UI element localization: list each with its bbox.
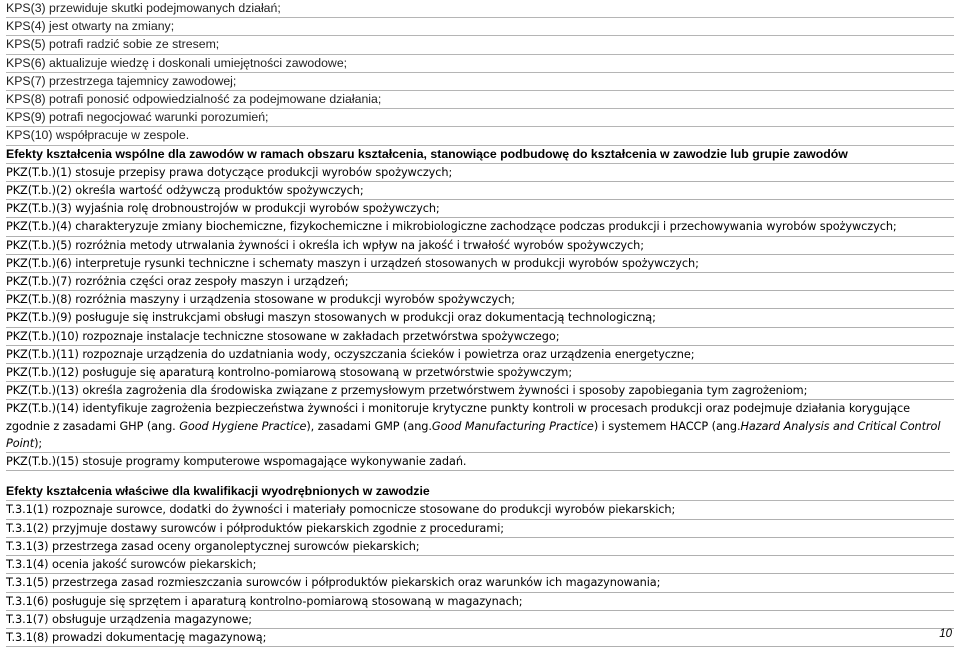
list-item: KPS(7) przestrzega tajemnicy zawodowej; (6, 73, 954, 91)
list-item: PKZ(T.b.)(2) określa wartość odżywczą produktów spożywczych; (6, 182, 954, 200)
list-item: KPS(8) potrafi ponosić odpowiedzialność za podejmowane działania; (6, 91, 954, 109)
kps-list (6, 0, 954, 146)
list-item: T.3.1(5) przestrzega zasad rozmieszczania surowców i półproduktów piekarskich oraz warunków ich magazynowania; (6, 574, 954, 592)
list-item: PKZ(T.b.)(5) rozróżnia metody utrwalania żywności i określa ich wpływ na jakość i trwałość wyrobów spożywczych; (6, 237, 954, 255)
list-item: KPS(4) jest otwarty na zmiany; (6, 18, 954, 36)
list-item: T.3.1(4) ocenia jakość surowców piekarskich; (6, 556, 954, 574)
section-spacer (6, 471, 954, 483)
document-page (6, 0, 954, 647)
list-item: T.3.1(3) przestrzega zasad oceny organoleptycznej surowców piekarskich; (6, 538, 954, 556)
list-item: PKZ(T.b.)(1) stosuje przepisy prawa dotyczące produkcji wyrobów spożywczych; (6, 164, 954, 182)
list-item: PKZ(T.b.)(9) posługuje się instrukcjami obsługi maszyn stosowanych w produkcji oraz dokumentacją technologiczną; (6, 309, 954, 327)
section-heading: Efekty kształcenia właściwe dla kwalifikacji wyodrębnionych w zawodzie (6, 483, 954, 501)
list-item: T.3.1(8) prowadzi dokumentację magazynową; (6, 629, 954, 647)
page-number: 10 (939, 628, 952, 640)
list-item: T.3.1(7) obsługuje urządzenia magazynowe; (6, 611, 954, 629)
list-item: PKZ(T.b.)(8) rozróżnia maszyny i urządzenia stosowane w produkcji wyrobów spożywczych; (6, 291, 954, 309)
item14-italic-gmp: Good Manufacturing Practice (431, 419, 594, 433)
list-item: PKZ(T.b.)(10) rozpoznaje instalacje techniczne stosowane w zakładach przetwórstwa spożywczego; (6, 328, 954, 346)
list-item: PKZ(T.b.)(7) rozróżnia części oraz zespoły maszyn i urządzeń; (6, 273, 954, 291)
list-item: PKZ(T.b.)(12) posługuje się aparaturą kontrolno-pomiarową stosowaną w przetwórstwie spożywczym; (6, 364, 954, 382)
list-item: KPS(3) przewiduje skutki podejmowanych działań; (6, 0, 954, 18)
list-item: T.3.1(6) posługuje się sprzętem i aparaturą kontrolno-pomiarową stosowaną w magazynach; (6, 593, 954, 611)
list-item: T.3.1(2) przyjmuje dostawy surowców i półproduktów piekarskich zgodnie z procedurami; (6, 520, 954, 538)
list-item: KPS(6) aktualizuje wiedzę i doskonali umiejętności zawodowe; (6, 55, 954, 73)
item14-text-2: ), zasadami GMP (ang. (306, 419, 432, 433)
list-item: PKZ(T.b.)(4) charakteryzuje zmiany biochemiczne, fizykochemiczne i mikrobiologiczne zachodzące podczas produkcji i przechowywania wyrobów spożywczych; (6, 218, 954, 236)
list-item: PKZ(T.b.)(11) rozpoznaje urządzenia do uzdatniania wody, oczyszczania ścieków i powietrza oraz urządzenia energetyczne; (6, 346, 954, 364)
list-item: PKZ(T.b.)(15) stosuje programy komputerowe wspomagające wykonywanie zadań. (6, 453, 954, 471)
t31-section (6, 483, 954, 647)
section-heading: Efekty kształcenia wspólne dla zawodów w ramach obszaru kształcenia, stanowiące podbudowę do kształcenia w zawodzie lub grupie zawodów (6, 146, 954, 164)
item14-italic-ghp: Good Hygiene Practice (179, 419, 307, 433)
pkz-section (6, 146, 954, 472)
list-item-haccp (6, 400, 950, 453)
list-item: KPS(5) potrafi radzić sobie ze stresem; (6, 36, 954, 54)
item14-text-1: PKZ(T.b.)(14) identyfikuje zagrożenia bezpieczeństwa żywności i monitoruje krytyczne punkty kontroli w procesach produkcji oraz podejmuje działania korygujące zgodnie z zasadami GHP (ang. (6, 402, 910, 433)
list-item: T.3.1(1) rozpoznaje surowce, dodatki do żywności i materiały pomocnicze stosowane do produkcji wyrobów piekarskich; (6, 501, 954, 519)
list-item: PKZ(T.b.)(3) wyjaśnia rolę drobnoustrojów w produkcji wyrobów spożywczych; (6, 200, 954, 218)
list-item: PKZ(T.b.)(13) określa zagrożenia dla środowiska związane z przemysłowym przetwórstwem żywności i sposoby zapobiegania tym zagrożeniom; (6, 382, 954, 400)
item14-text-3: ) i systemem HACCP (ang. (593, 419, 741, 433)
item14-italic-haccp: Hazard Analysis and Critical Control Point (6, 419, 941, 450)
list-item: PKZ(T.b.)(6) interpretuje rysunki techniczne i schematy maszyn i urządzeń stosowanych w produkcji wyrobów spożywczych; (6, 255, 954, 273)
item14-text-4: ); (34, 436, 43, 450)
list-item: KPS(10) współpracuje w zespole. (6, 127, 954, 145)
list-item: KPS(9) potrafi negocjować warunki porozumień; (6, 109, 954, 127)
